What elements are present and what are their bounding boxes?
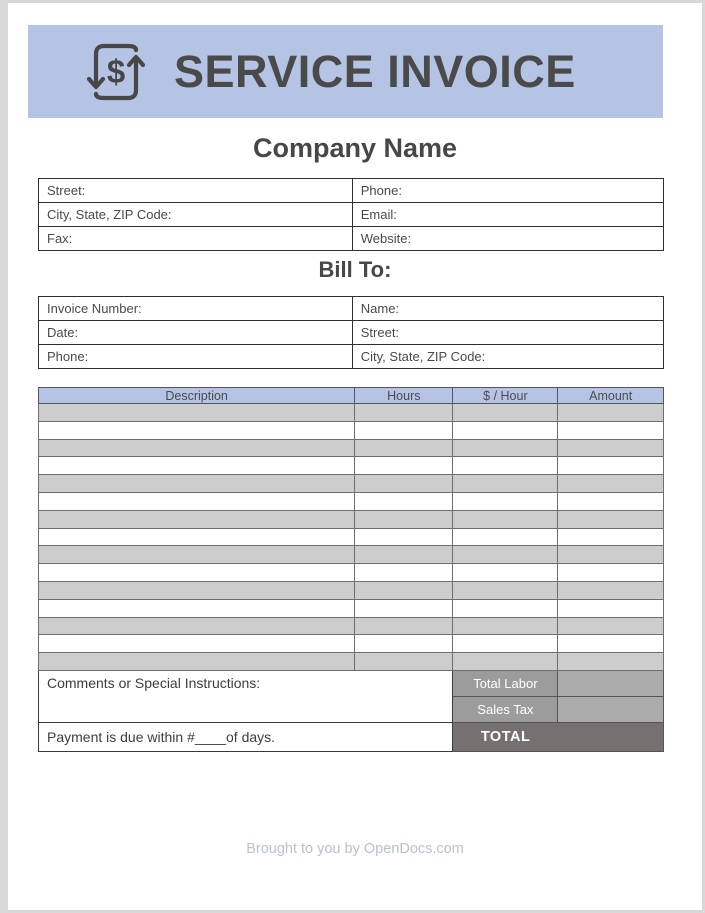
bill-to-row (39, 345, 664, 369)
line-item-row (39, 528, 664, 546)
hours-column-header: Hours (355, 388, 453, 404)
client-city-field: City, State, ZIP Code: (352, 345, 663, 369)
company-phone-field: Phone: (352, 179, 663, 203)
line-item-cell (39, 564, 355, 582)
line-item-cell (558, 617, 664, 635)
line-item-cell (39, 546, 355, 564)
line-item-cell (558, 457, 664, 475)
line-item-cell (453, 421, 558, 439)
line-item-cell (558, 546, 664, 564)
invoice-number-field: Invoice Number: (39, 297, 353, 321)
line-item-cell (558, 564, 664, 582)
line-item-cell (558, 528, 664, 546)
total-labor-label: Total Labor (453, 670, 558, 696)
line-item-cell (558, 581, 664, 599)
line-item-cell (558, 404, 664, 422)
company-street-field: Street: (39, 179, 353, 203)
line-item-cell (453, 492, 558, 510)
line-item-cell (39, 404, 355, 422)
bill-to-table (38, 296, 664, 369)
company-info-row (39, 227, 664, 251)
line-item-cell (39, 475, 355, 493)
line-item-cell (355, 421, 453, 439)
line-item-cell (558, 653, 664, 671)
line-item-row (39, 510, 664, 528)
client-name-field: Name: (352, 297, 663, 321)
client-phone-field: Phone: (39, 345, 353, 369)
line-item-cell (355, 475, 453, 493)
rate-column-header: $ / Hour (453, 388, 558, 404)
line-item-cell (558, 510, 664, 528)
line-item-cell (453, 653, 558, 671)
amount-column-header: Amount (558, 388, 664, 404)
company-fax-field: Fax: (39, 227, 353, 251)
total-row (39, 722, 664, 751)
line-item-cell (453, 546, 558, 564)
line-item-row (39, 492, 664, 510)
grand-total-cell (453, 722, 664, 751)
line-item-cell (39, 492, 355, 510)
line-item-cell (39, 421, 355, 439)
line-item-row (39, 457, 664, 475)
line-item-cell (453, 475, 558, 493)
line-item-cell (39, 439, 355, 457)
line-item-cell (558, 492, 664, 510)
company-city-field: City, State, ZIP Code: (39, 203, 353, 227)
line-item-row (39, 404, 664, 422)
line-item-cell (558, 475, 664, 493)
line-item-cell (453, 439, 558, 457)
line-item-cell (39, 510, 355, 528)
line-item-row (39, 564, 664, 582)
line-item-row (39, 599, 664, 617)
line-item-cell (355, 635, 453, 653)
bill-to-heading: Bill To: (318, 257, 392, 282)
line-item-cell (355, 404, 453, 422)
line-item-cell (453, 599, 558, 617)
money-transfer-icon (84, 36, 148, 108)
line-item-cell (355, 528, 453, 546)
line-item-cell (558, 635, 664, 653)
company-info-table (38, 178, 664, 251)
line-item-cell (39, 528, 355, 546)
line-item-cell (39, 457, 355, 475)
line-item-cell (453, 404, 558, 422)
line-item-cell (355, 653, 453, 671)
invoice-date-field: Date: (39, 321, 353, 345)
line-item-cell (355, 581, 453, 599)
line-item-row (39, 635, 664, 653)
line-item-cell (39, 617, 355, 635)
svg-text:$: $ (106, 52, 126, 90)
line-item-row (39, 617, 664, 635)
total-labor-value-cell (558, 670, 664, 696)
line-item-row (39, 475, 664, 493)
line-item-cell (39, 635, 355, 653)
line-item-cell (39, 599, 355, 617)
footer-credit: Brought to you by OpenDocs.com (246, 841, 464, 857)
company-website-field: Website: (352, 227, 663, 251)
line-item-cell (453, 617, 558, 635)
line-item-cell (355, 492, 453, 510)
title-banner (28, 25, 663, 118)
bill-to-row (39, 297, 664, 321)
line-item-cell (453, 528, 558, 546)
comments-field: Comments or Special Instructions: (39, 670, 453, 722)
sales-tax-value-cell (558, 696, 664, 722)
line-item-cell (453, 635, 558, 653)
line-item-cell (453, 510, 558, 528)
line-item-row (39, 421, 664, 439)
line-item-row (39, 546, 664, 564)
company-info-row (39, 203, 664, 227)
description-column-header: Description (39, 388, 355, 404)
line-item-cell (355, 439, 453, 457)
line-item-row (39, 653, 664, 671)
total-labor-row (39, 670, 664, 696)
document-title: SERVICE INVOICE (174, 45, 576, 97)
line-item-cell (558, 421, 664, 439)
payment-terms-note: Payment is due within #____of days. (39, 722, 453, 751)
line-item-cell (355, 546, 453, 564)
line-item-row (39, 439, 664, 457)
line-item-cell (355, 457, 453, 475)
line-item-cell (355, 510, 453, 528)
sales-tax-label: Sales Tax (453, 696, 558, 722)
grand-total-label: TOTAL (480, 728, 531, 745)
line-item-row (39, 581, 664, 599)
client-street-field: Street: (352, 321, 663, 345)
line-item-cell (558, 439, 664, 457)
line-item-cell (355, 564, 453, 582)
line-items-header (39, 388, 664, 404)
line-item-cell (355, 617, 453, 635)
line-item-cell (558, 599, 664, 617)
line-items-table (38, 387, 664, 752)
line-items-rows (39, 404, 664, 671)
bill-to-row (39, 321, 664, 345)
company-name-heading: Company Name (252, 133, 458, 163)
line-item-cell (453, 581, 558, 599)
company-info-row (39, 179, 664, 203)
line-item-cell (453, 457, 558, 475)
line-item-cell (39, 653, 355, 671)
line-item-cell (453, 564, 558, 582)
line-item-cell (355, 599, 453, 617)
invoice-page (8, 3, 702, 910)
company-email-field: Email: (352, 203, 663, 227)
line-item-cell (39, 581, 355, 599)
